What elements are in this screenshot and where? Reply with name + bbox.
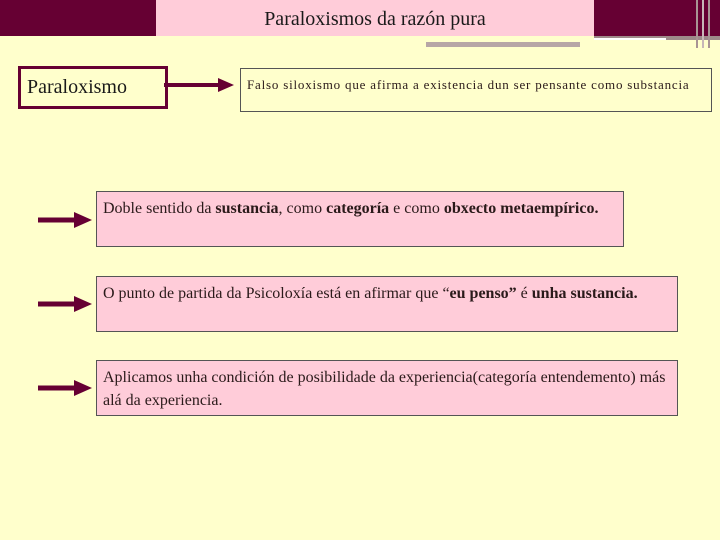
definition-text: Falso siloxismo que afirma a existencia dun ser pensante como substancia (247, 77, 690, 92)
point-text: Aplicamos unha condición de posibilidade da experiencia(categoría entendemento) más alá da experiencia. (103, 369, 666, 409)
point-box (96, 360, 678, 416)
point-bold-text: obxecto metaempírico. (443, 200, 599, 217)
definition-box (240, 68, 712, 112)
decorative-stripe (702, 0, 704, 48)
decorative-stripe (696, 0, 698, 48)
point-box (96, 276, 678, 332)
point-bold-text: categoría (326, 200, 390, 217)
right-arrow-icon (164, 77, 234, 93)
point-bold-text: sustancia (215, 200, 279, 217)
header-bar-left (0, 0, 156, 36)
point-text: é (516, 285, 532, 302)
right-arrow-icon (38, 211, 92, 229)
term-label: Paraloxismo (27, 76, 127, 98)
term-box (18, 66, 168, 109)
point-box (96, 191, 624, 247)
point-text: O punto de partida da Psicoloxía está en afirmar que “ (103, 285, 450, 302)
point-text: Doble sentido da (103, 200, 216, 217)
point-text: , como (278, 200, 327, 217)
decorative-line (594, 38, 666, 40)
decorative-stripe (708, 0, 710, 48)
right-arrow-icon (38, 379, 92, 397)
point-bold-text: unha sustancia. (531, 285, 638, 302)
point-bold-text: eu penso” (449, 285, 517, 302)
slide-title: Paraloxismos da razón pura (156, 0, 594, 36)
decorative-line (426, 42, 580, 47)
right-arrow-icon (38, 295, 92, 313)
point-text: e como (389, 200, 444, 217)
